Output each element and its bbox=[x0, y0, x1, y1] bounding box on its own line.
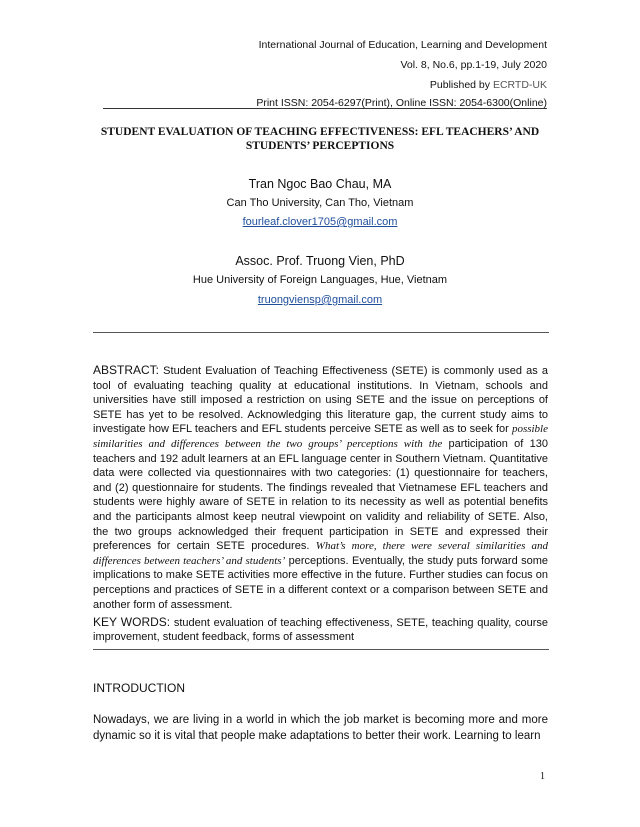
abstract-label: ABSTRACT: bbox=[93, 363, 160, 377]
keywords bbox=[93, 616, 548, 644]
published-by-text: Published by bbox=[429, 79, 493, 91]
author-1-email[interactable]: fourleaf.clover1705@gmail.com bbox=[242, 216, 398, 228]
abstract-italic-1: possible similarities and differences between the two groups’ perceptions with the bbox=[93, 423, 548, 450]
header-rule bbox=[103, 108, 547, 109]
volume-info: Vol. 8, No.6, pp.1-19, July 2020 bbox=[400, 59, 547, 71]
author-2-affiliation: Hue University of Foreign Languages, Hue, Vietnam bbox=[192, 274, 448, 286]
abstract-italic-2: What’s more, there were several similarities and differences between teachers’ and students’ bbox=[93, 540, 548, 567]
introduction-heading: INTRODUCTION bbox=[93, 681, 185, 695]
page-number: 1 bbox=[540, 771, 545, 782]
keywords-label: KEY WORDS: bbox=[93, 615, 171, 629]
author-1-affiliation: Can Tho University, Can Tho, Vietnam bbox=[226, 197, 414, 209]
issn-line: Print ISSN: 2054-6297(Print), Online ISSN: 2054-6300(Online) bbox=[256, 97, 547, 109]
keywords-text: student evaluation of teaching effectiveness, SETE, teaching quality, course improvement, student feedback, forms of assessment bbox=[93, 617, 548, 643]
abstract-text-3: perceptions. Eventually, the study puts forward some implications to make SETE activities more effective in the future. Further studies can focus on perceptions and practices of SETE in a different context or a comparison between SETE and another form of assessment. bbox=[93, 554, 548, 611]
author-1-name: Tran Ngoc Bao Chau, MA bbox=[248, 177, 392, 191]
section-rule-top bbox=[93, 332, 549, 333]
journal-name: International Journal of Education, Learning and Development bbox=[258, 39, 547, 51]
paper-title: STUDENT EVALUATION OF TEACHING EFFECTIVENESS: EFL TEACHERS’ AND STUDENTS’ PERCEPTIONS bbox=[100, 126, 540, 152]
abstract bbox=[93, 363, 548, 612]
abstract-text-1: Student Evaluation of Teaching Effectiveness (SETE) is commonly used as a tool of evaluating teaching quality at educational institutions. In Vietnam, schools and universities have still imposed a restriction on using SETE and the issue on perceptions of SETE has yet to be resolved. Acknowledging this literature gap, the current study aims to investigate how EFL teachers and EFL students perceive SETE as well as to seek for bbox=[93, 365, 548, 436]
introduction-paragraph: Nowadays, we are living in a world in which the job market is becoming more and more dynamic so it is vital that people make adaptations to better their work. Learning to learn bbox=[93, 714, 548, 742]
publisher-line bbox=[430, 79, 547, 91]
publisher-name: ECRTD-UK bbox=[492, 79, 547, 91]
abstract-text-2: participation of 130 teachers and 192 adult learners at an EFL language center in Southern Vietnam. Quantitative data were collected via questionnaires with two categories: (1) questionnaire for teachers, and (2) questionnaire for students. The findings revealed that Vietnamese EFL teachers and students were highly aware of SETE in relation to its necessity as well as potential benefits and the participants almost keep neutral viewpoint on validity and reliability of SETE. Also, the two groups acknowledged their frequent participation in SETE and expressed their preferences for certain SETE procedures. bbox=[93, 437, 548, 553]
author-2-name: Assoc. Prof. Truong Vien, PhD bbox=[235, 254, 405, 268]
author-2-email[interactable]: truongviensp@gmail.com bbox=[257, 294, 383, 306]
section-rule-bottom bbox=[93, 649, 549, 650]
